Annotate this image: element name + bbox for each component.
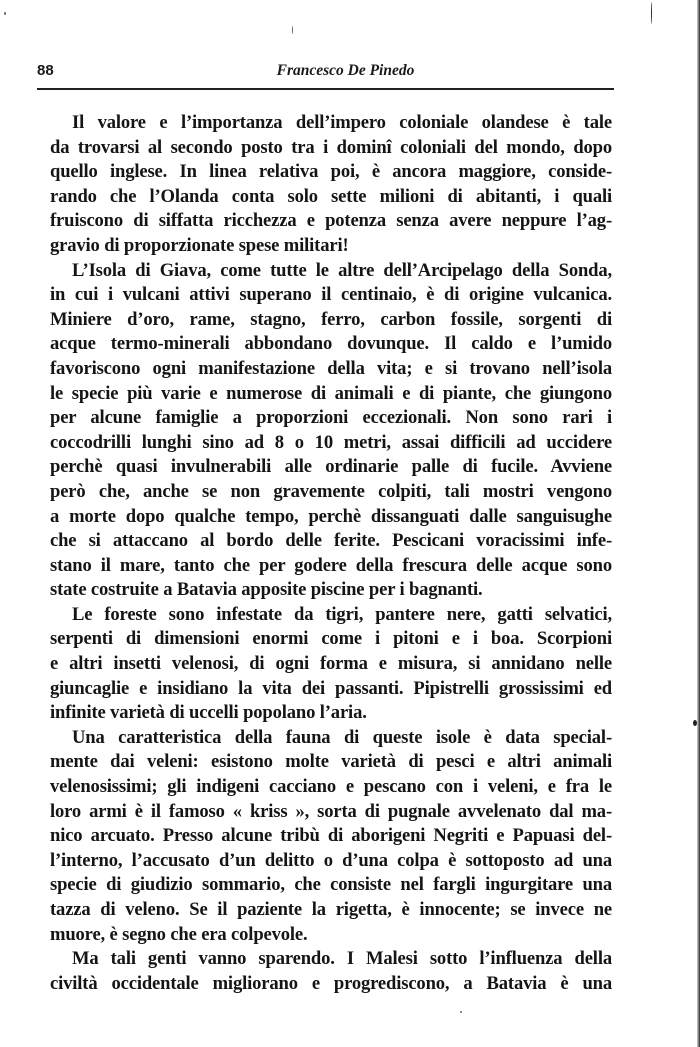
text-line: che si attaccano al bordo delle ferite. Pescicani voracissimi infe- [50, 530, 612, 552]
text-line: civiltà occidentale migliorano e progrediscono, a Batavia è una [50, 972, 612, 994]
paragraph [50, 947, 612, 996]
text-line: L’Isola di Giava, come tutte le altre dell’Arcipelago della Sonda, [72, 259, 612, 281]
text-line: in cui i vulcani attivi superano il centinaio, è di origine vulcanica. [50, 284, 612, 306]
text-line: state costruite a Batavia apposite piscine per i bagnanti. [50, 579, 483, 601]
text-line: acque termo-minerali abbondano dovunque. Il caldo e l’umido [50, 333, 612, 355]
paragraph [50, 726, 612, 947]
paragraph [50, 603, 612, 726]
header-rule [37, 88, 614, 90]
text-line: Una caratteristica della fauna di queste isole è data special- [72, 726, 612, 748]
text-line: tazza di veleno. Se il paziente la rigetta, è innocente; se invece ne [50, 899, 612, 920]
text-line: a morte dopo qualche tempo, perchè dissanguati dalle sanguisughe [50, 505, 612, 527]
scan-speck [651, 2, 652, 24]
text-line: muore, è segno che era colpevole. [50, 923, 308, 945]
scan-speck [693, 720, 697, 726]
text-line: loro armi è il famoso « kriss », sorta di pugnale avvelenato dal ma- [50, 800, 612, 822]
body-text [50, 111, 612, 996]
paragraph [50, 259, 612, 603]
scan-speck [4, 12, 6, 15]
text-line: giuncaglie e insidiano la vita dei passanti. Pipistrelli grossissimi ed [50, 677, 612, 699]
text-line: Miniere d’oro, rame, stagno, ferro, carbon fossile, sorgenti di [50, 308, 612, 330]
page-header [37, 62, 614, 88]
text-line: fruiscono di siffatta ricchezza e potenza senza avere neppure l’ag- [50, 210, 612, 232]
text-line: quello inglese. In linea relativa poi, è ancora maggiore, conside- [50, 161, 612, 183]
text-line: Il valore e l’importanza dell’impero coloniale olandese è tale [72, 112, 612, 133]
scan-speck [460, 1011, 462, 1013]
text-line: e altri insetti velenosi, di ogni forma e misura, si annidano nelle [50, 653, 612, 675]
scan-speck [292, 26, 293, 34]
text-line: le specie più varie e numerose di animali e di piante, che giungono [50, 382, 612, 404]
text-line: però che, anche se non gravemente colpiti, tali mostri vengono [50, 480, 612, 502]
page-number: 88 [37, 62, 54, 79]
text-line: serpenti di dimensioni enormi come i pitoni e i boa. Scorpioni [50, 628, 612, 650]
text-line: perchè quasi invulnerabili alle ordinarie palle di fucile. Avviene [50, 456, 612, 478]
text-line: mente dai veleni: esistono molte varietà di pesci e altri animali [50, 751, 612, 773]
text-line: l’interno, l’accusato d’un delitto o d’una colpa è sottoposto ad una [50, 849, 612, 871]
running-title: Francesco De Pinedo [276, 62, 415, 79]
text-line: gravio di proporzionate spese militari! [50, 234, 349, 256]
text-line: Ma tali genti vanno sparendo. I Malesi sotto l’influenza della [72, 948, 612, 970]
text-line: favoriscono ogni manifestazione della vita; e si trovano nell’isola [50, 357, 612, 379]
paragraph [50, 111, 612, 259]
text-line: per alcune famiglie a proporzioni eccezionali. Non sono rari i [50, 407, 612, 429]
text-line: infinite varietà di uccelli popolano l’aria. [50, 702, 367, 724]
text-line: da trovarsi al secondo posto tra i dominî coloniali del mondo, dopo [50, 136, 612, 158]
text-line: velenosissimi; gli indigeni cacciano e pescano con i veleni, e fra le [50, 776, 612, 798]
text-line: rando che l’Olanda conta solo sette milioni di abitanti, i quali [50, 185, 612, 207]
text-line: stano il mare, tanto che per godere della frescura delle acque sono [50, 554, 612, 576]
text-line: nico arcuato. Presso alcune tribù di aborigeni Negriti e Papuasi del- [50, 825, 612, 847]
text-line: coccodrilli lunghi sino ad 8 o 10 metri, assai difficili ad uccidere [50, 431, 612, 453]
text-line: specie di giudizio sommario, che consiste nel fargli ingurgitare una [50, 874, 612, 896]
text-line: Le foreste sono infestate da tigri, pantere nere, gatti selvatici, [72, 603, 612, 625]
